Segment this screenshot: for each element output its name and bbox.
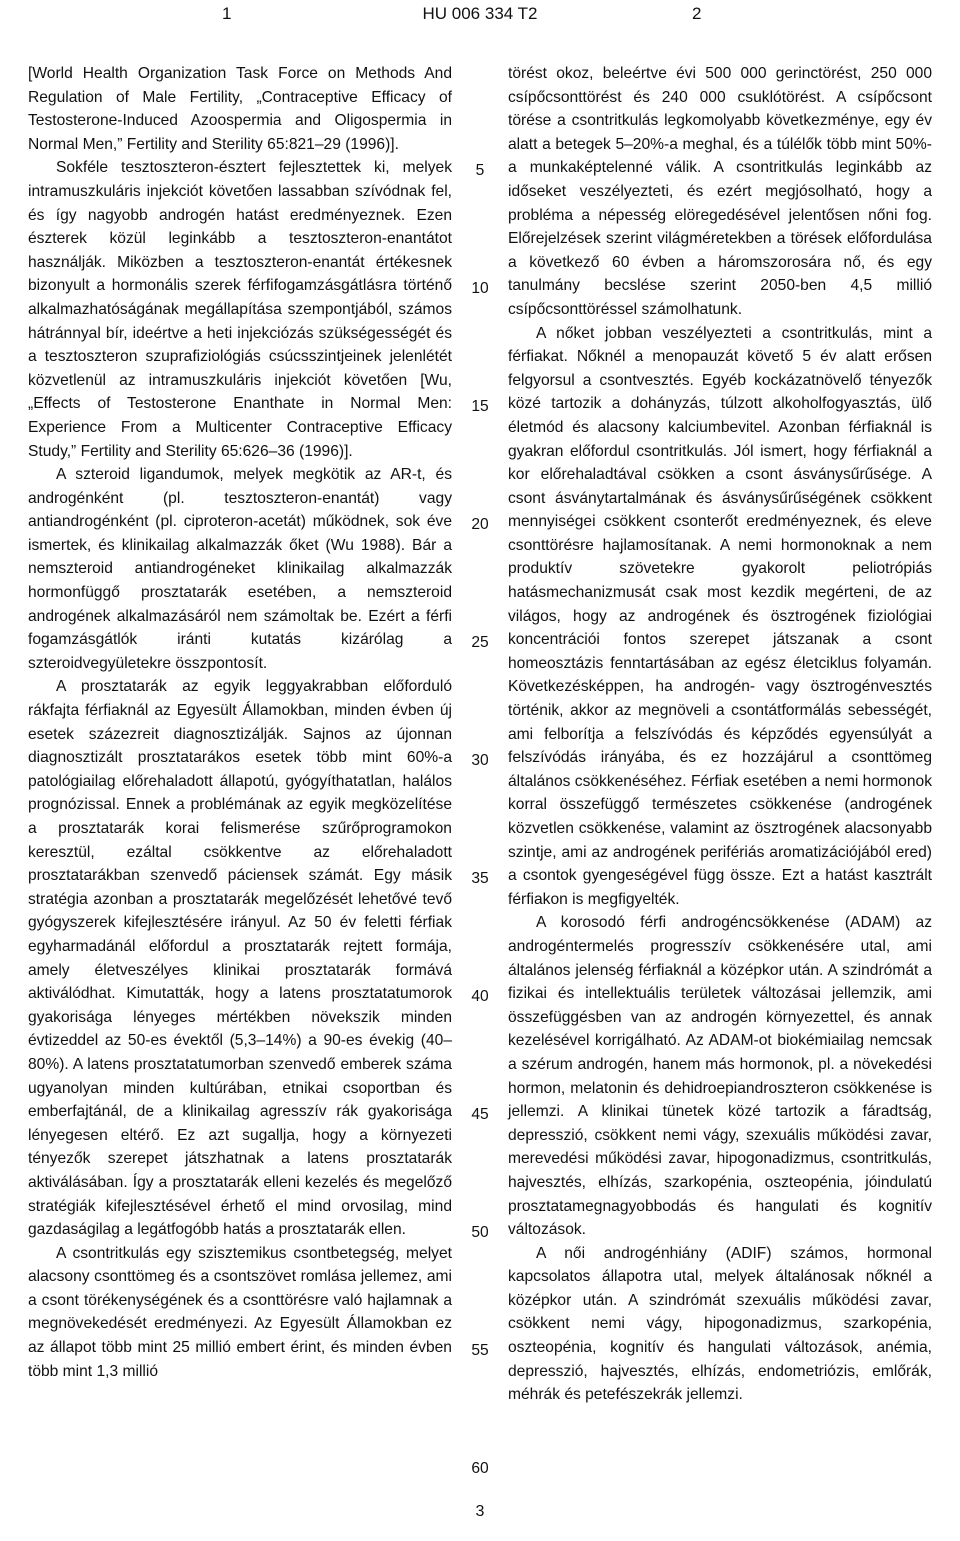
right-column-number: 2 bbox=[692, 4, 702, 23]
line-number: 30 bbox=[471, 752, 489, 769]
line-number: 45 bbox=[471, 1106, 489, 1123]
paragraph: [World Health Organization Task Force on Methods And Regulation of Male Fertility, „Contraceptive Efficacy of Testosterone-Induced Azoospermia and Oligospermia in Normal Men,” Fertility and Sterility 65:821–29 (1996)]. bbox=[28, 65, 452, 153]
paragraph: A csontritkulás egy szisztemikus csontbetegség, melyet alacsony csonttömeg és a csontszövet romlása jellemez, ami a csont törékenységének és a csonttörésre való hajlamnak a megnövekedését eredményezi. Az Egyesült Államokban ez az állapot több mint 25 millió embert érint, és minden évben több mint 1,3 millió bbox=[28, 1244, 452, 1380]
left-column-number: 1 bbox=[222, 4, 232, 23]
right-text-column bbox=[508, 62, 932, 1407]
page-number: 3 bbox=[475, 1503, 485, 1520]
document-id: HU 006 334 T2 bbox=[422, 4, 538, 23]
paragraph: Sokféle tesztoszteron-észtert fejlesztettek ki, melyek intramuszkuláris injekciót követően lassabban szívódnak fel, és így nagyobb androgén hatást eredményeznek. Ezen észterek közül leginkább a tesztoszteron-enantátot használják. Miközben a tesztoszteron-enantát értékesnek bizonyult a hormonális szerek férfifogamzásgátlásra történő alkalmazhatóságának megállapítása szempontjából, számos hátránnyal bír, ideértve a heti injekciózás szükségességét és a tesztoszteron szuprafiziológiás csúcsszintjeinek jelenlétét közvetlenül az intramuszkuláris injekciót követően [Wu, „Effects of Testosterone Enanthate in Normal Men: Experience From a Multicenter Contraceptive Efficacy Study,” Fertility and Sterility 65:626–36 (1996)]. bbox=[28, 159, 452, 460]
paragraph: A női androgénhiány (ADIF) számos, hormonal kapcsolatos állapotra utal, melyek általánosak nőknél a középkor után. A szindrómát szexuális működési zavar, csökkent nemi vágy, hipogonadizmus, szarkopénia, oszteopénia, kognitív és hangulati változások, anémia, depresszió, hajvesztés, elhízás, endometriózis, emlőrák, méhrák és petefészekrák jellemzi. bbox=[508, 1244, 932, 1404]
line-number: 55 bbox=[471, 1342, 489, 1359]
line-number: 20 bbox=[471, 516, 489, 533]
line-number: 50 bbox=[471, 1224, 489, 1241]
line-number: 10 bbox=[471, 280, 489, 297]
line-number: 60 bbox=[471, 1460, 489, 1477]
left-text-column bbox=[28, 62, 452, 1383]
line-number: 25 bbox=[471, 634, 489, 651]
line-number: 5 bbox=[475, 162, 485, 179]
paragraph: A nőket jobban veszélyezteti a csontritkulás, mint a férfiakat. Nőknél a menopauzát követő 5 év alatt erősen felgyorsul a csontvesztés. Egyéb kockázatnövelő tényezők közé tartozik a dohányzás, túlzott alkoholfogyasztás, ülő életmód és alacsony kalciumbevitel. Azonban férfiaknál is gyakran előfordul csontritkulás. Jól ismert, hogy férfiaknál a kor előrehaladtával csökken a csont ásványsűrűsége. A csont ásványtartalmának és ásványsűrűségének csökkent mennyiségei csökkent csonterőt eredményeznek, és eleve csonttörésre hajlamosítanak. A nemi hormonoknak a nem produktív szövetekre gyakorolt peliotrópiás hatásmechanizmusát csak most kezdik megérteni, de az világos, hogy az androgének és ösztrogének fiziológiai koncentrációi fontos szerepet játszanak a csont homeosztázis fenntartásában az egész életciklus folyamán. Következésképpen, ha androgén- vagy ösztrogénvesztés történik, akkor az megnöveli a csontátformálás sebességét, ami felborítja a felszívódás és képződés egyensúlyát a felszívódás irányába, és ez hozzájárul a csonttömeg általános csökkenéséhez. Férfiak esetében a nemi hormonok korral összefüggő természetes csökkenése (androgének közvetlen csökkenése, valamint az ösztrogének alacsonyabb szintje, ami az androgének perifériás aromatizációjából ered) a csontok gyengeségével függ össze. Ezt a hatást kasztrált férfiakon is megfigyelték. bbox=[508, 324, 932, 908]
line-number: 40 bbox=[471, 988, 489, 1005]
paragraph: A prosztatarák az egyik leggyakrabban előforduló rákfajta férfiaknál az Egyesült Államokban, minden évben új esetek százezreit diagnosztizálják. Sajnos az újonnan diagnosztizált prosztatarákos esetek több mint 60%-a patológiailag előrehaladott állapotú, gyógyíthatatlan, halálos prognózissal. Ennek a problémának az egyik megközelítése a prosztatarák korai felismerése szűrőprogramokon keresztül, ezáltal csökkentve az előrehaladott prosztatarákban szenvedő páciensek számát. Egy másik stratégia azonban a prosztatarák megelőzését lehetővé tevő gyógyszerek kifejlesztésére irányul. Az 50 év feletti férfiak egyharmadánál előfordul a prosztatarák rejtett formája, amely életveszélyes klinikai prosztatarák formává aktiválódhat. Kimutatták, hogy a latens prosztatatumorok gyakorisága lényeges mértékben növekszik minden évtizeddel az 50-es évektől (5,3–14%) a 90-es évekig (40–80%). A latens prosztatatumorban szenvedő emberek száma ugyanolyan minden kultúrában, etnikai csoportban és emberfajtánál, de a klinikailag agresszív rák gyakorisága lényegesen eltérő. Ez azt sugallja, hogy a környezeti tényezők szerepet játszhatnak a latens prosztatarák aktiválásában. Így a prosztatarák elleni kezelés és megelőző stratégiák kifejlesztésével érhető el mind orvosilag, mind gazdaságilag a legátfogóbb hatás a prosztatarák ellen. bbox=[28, 678, 452, 1239]
paragraph: A szteroid ligandumok, melyek megkötik az AR-t, és androgénként (pl. tesztoszteron-enantát) vagy antiandrogénként (pl. ciproteron-acetát) működnek, sok éve ismertek, és klinikailag alkalmazzák őket (Wu 1988). Bár a nemszteroid antiandrogéneket klinikailag alkalmazzák hormonfüggő prosztatarák esetében, a nemszteroid androgének alkalmazásáról nem számoltak be. Ezért a férfi fogamzásgátlók iránti kutatás kizárólag a szteroidvegyületekre összpontosít. bbox=[28, 466, 452, 672]
line-number: 15 bbox=[471, 398, 489, 415]
paragraph: törést okoz, beleértve évi 500 000 gerinctörést, 250 000 csípőcsonttörést és 240 000 csuklótörést. A csípőcsont törése a csontritkulás legkomolyabb következménye, egy év alatt a betegek 5–20%-a meghal, és a túlélők több mint 50%-a munkaképtelenné válik. A csontritkulás leginkább az időseket veszélyezteti, és ezért megjósolható, hogy a probléma a népesség elöregedésével jelentősen nőni fog. Előrejelzések szerint világméretekben a törések előfordulása a következő 60 évben a háromszorosára nő, és egy tanulmány becslése szerint 2050-ben 4,5 millió csípőcsonttöréssel számolhatunk. bbox=[508, 65, 932, 318]
line-number: 35 bbox=[471, 870, 489, 887]
paragraph: A korosodó férfi androgéncsökkenése (ADAM) az androgéntermelés progresszív csökkenésére utal, ami általános jelenség férfiaknál a középkor után. A szindrómát a fizikai és intellektuális területek változásai jellemzik, ami összefüggésben van az androgén környezettel, és annak kezelésével korrigálható. Az ADAM-ot biokémiailag nemcsak a szérum androgén, hanem más hormonok, pl. a növekedési hormon, melatonin és dehidroepiandroszteron csökkenése is jellemzi. A klinikai tünetek közé tartozik a fáradtság, depresszió, csökkent nemi vágy, szexuális működési zavar, merevedési működési zavar, hipogonadizmus, csontritkulás, hajvesztés, elhízás, szarkopénia, oszteopénia, jóindulatú prosztatamegnagyobbodás és hangulati és kognitív változások. bbox=[508, 914, 932, 1239]
